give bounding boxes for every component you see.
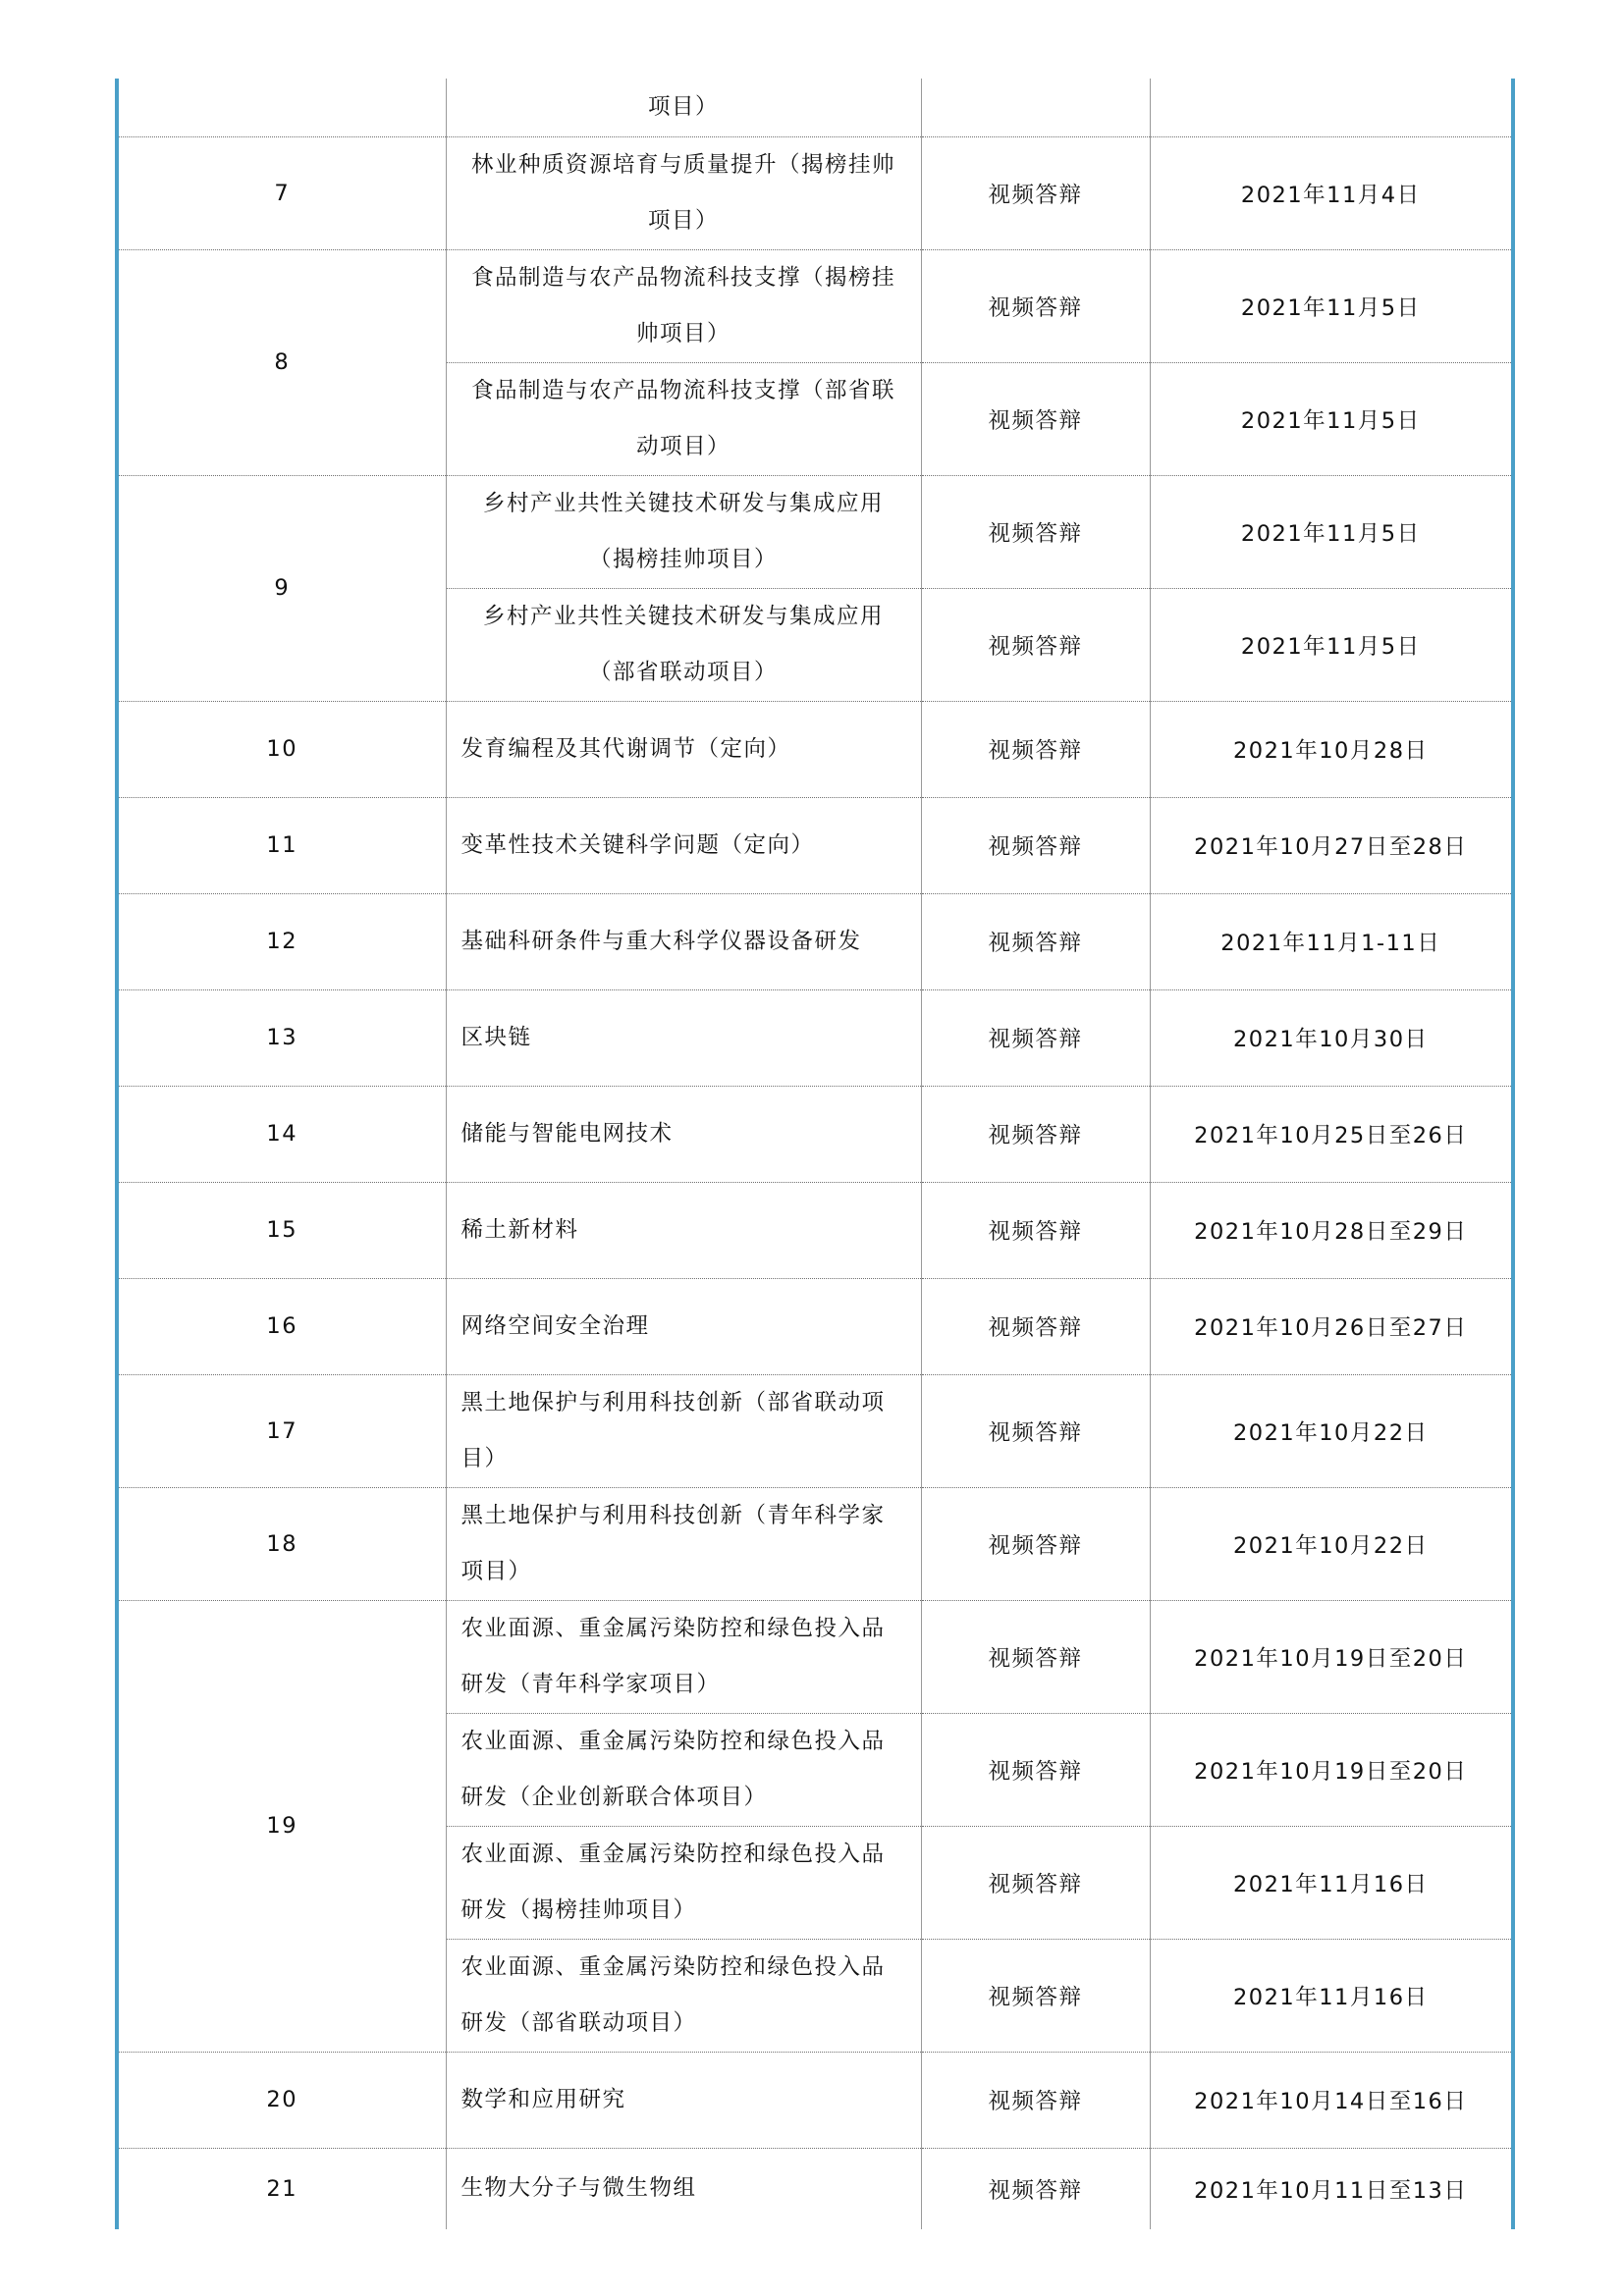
review-format-cell: 视频答辩 <box>921 1713 1150 1826</box>
table-row <box>117 249 1513 362</box>
topic-cell: 生物大分子与微生物组 <box>446 2148 921 2229</box>
table-row <box>117 79 1513 136</box>
topic-cell: 发育编程及其代谢调节（定向） <box>446 701 921 797</box>
review-format-cell: 视频答辩 <box>921 475 1150 588</box>
review-format-cell: 视频答辩 <box>921 136 1150 249</box>
review-format-cell: 视频答辩 <box>921 989 1150 1086</box>
topic-cell: 农业面源、重金属污染防控和绿色投入品 研发（揭榜挂帅项目） <box>446 1826 921 1939</box>
date-cell <box>1150 79 1513 136</box>
review-format-cell: 视频答辩 <box>921 1086 1150 1182</box>
date-cell: 2021年11月5日 <box>1150 362 1513 475</box>
date-cell: 2021年10月11日至13日 <box>1150 2148 1513 2229</box>
table-row <box>117 701 1513 797</box>
table-row <box>117 893 1513 989</box>
date-cell: 2021年10月14日至16日 <box>1150 2052 1513 2148</box>
topic-cell: 黑土地保护与利用科技创新（青年科学家项目） <box>446 1487 921 1600</box>
table-row <box>117 136 1513 249</box>
topic-cell: 稀土新材料 <box>446 1182 921 1278</box>
review-format-cell: 视频答辩 <box>921 362 1150 475</box>
review-format-cell: 视频答辩 <box>921 1487 1150 1600</box>
review-format-cell: 视频答辩 <box>921 893 1150 989</box>
date-cell: 2021年10月28日至29日 <box>1150 1182 1513 1278</box>
topic-cell: 区块链 <box>446 989 921 1086</box>
row-number-cell: 15 <box>117 1182 446 1278</box>
row-number-cell: 16 <box>117 1278 446 1374</box>
row-number-cell: 11 <box>117 797 446 893</box>
topic-cell: 储能与智能电网技术 <box>446 1086 921 1182</box>
date-cell: 2021年10月22日 <box>1150 1487 1513 1600</box>
table-row <box>117 1374 1513 1487</box>
review-format-cell: 视频答辩 <box>921 2052 1150 2148</box>
date-cell: 2021年11月16日 <box>1150 1826 1513 1939</box>
table-row <box>117 475 1513 588</box>
table-row <box>117 797 1513 893</box>
topic-cell: 食品制造与农产品物流科技支撑（揭榜挂帅项目） <box>446 249 921 362</box>
date-cell: 2021年11月5日 <box>1150 588 1513 701</box>
table-row <box>117 989 1513 1086</box>
review-format-cell: 视频答辩 <box>921 1278 1150 1374</box>
date-cell: 2021年10月19日至20日 <box>1150 1600 1513 1713</box>
row-number-cell <box>117 79 446 136</box>
review-format-cell: 视频答辩 <box>921 2148 1150 2229</box>
row-number-cell: 7 <box>117 136 446 249</box>
row-number-cell: 12 <box>117 893 446 989</box>
date-cell: 2021年10月26日至27日 <box>1150 1278 1513 1374</box>
topic-cell: 数学和应用研究 <box>446 2052 921 2148</box>
topic-cell: 林业种质资源培育与质量提升（揭榜挂帅项目） <box>446 136 921 249</box>
topic-cell: 食品制造与农产品物流科技支撑（部省联动项目） <box>446 362 921 475</box>
date-cell: 2021年11月5日 <box>1150 475 1513 588</box>
table-row <box>117 2052 1513 2148</box>
table-row <box>117 1278 1513 1374</box>
schedule-table <box>115 79 1515 2229</box>
row-number-cell: 9 <box>117 475 446 701</box>
table-row <box>117 1086 1513 1182</box>
date-cell: 2021年10月22日 <box>1150 1374 1513 1487</box>
review-format-cell: 视频答辩 <box>921 588 1150 701</box>
review-format-cell: 视频答辩 <box>921 1826 1150 1939</box>
date-cell: 2021年11月5日 <box>1150 249 1513 362</box>
table-row <box>117 1182 1513 1278</box>
schedule-table-body <box>117 79 1513 2229</box>
topic-cell: 乡村产业共性关键技术研发与集成应用（部省联动项目） <box>446 588 921 701</box>
review-format-cell: 视频答辩 <box>921 249 1150 362</box>
topic-cell: 变革性技术关键科学问题（定向） <box>446 797 921 893</box>
topic-cell: 网络空间安全治理 <box>446 1278 921 1374</box>
review-format-cell: 视频答辩 <box>921 701 1150 797</box>
table-row <box>117 2148 1513 2229</box>
topic-cell: 乡村产业共性关键技术研发与集成应用（揭榜挂帅项目） <box>446 475 921 588</box>
topic-cell: 农业面源、重金属污染防控和绿色投入品研发（青年科学家项目） <box>446 1600 921 1713</box>
date-cell: 2021年10月27日至28日 <box>1150 797 1513 893</box>
date-cell: 2021年11月4日 <box>1150 136 1513 249</box>
topic-cell: 农业面源、重金属污染防控和绿色投入品 研发（部省联动项目） <box>446 1939 921 2052</box>
review-format-cell: 视频答辩 <box>921 1939 1150 2052</box>
row-number-cell: 10 <box>117 701 446 797</box>
row-number-cell: 19 <box>117 1600 446 2052</box>
topic-cell: 农业面源、重金属污染防控和绿色投入品 研发（企业创新联合体项目） <box>446 1713 921 1826</box>
date-cell: 2021年10月25日至26日 <box>1150 1086 1513 1182</box>
date-cell: 2021年11月1-11日 <box>1150 893 1513 989</box>
topic-cell: 项目） <box>446 79 921 136</box>
table-row <box>117 1487 1513 1600</box>
row-number-cell: 18 <box>117 1487 446 1600</box>
review-format-cell <box>921 79 1150 136</box>
table-row <box>117 1600 1513 1713</box>
row-number-cell: 8 <box>117 249 446 475</box>
review-format-cell: 视频答辩 <box>921 1182 1150 1278</box>
date-cell: 2021年10月28日 <box>1150 701 1513 797</box>
review-format-cell: 视频答辩 <box>921 797 1150 893</box>
row-number-cell: 13 <box>117 989 446 1086</box>
row-number-cell: 14 <box>117 1086 446 1182</box>
review-format-cell: 视频答辩 <box>921 1600 1150 1713</box>
date-cell: 2021年10月30日 <box>1150 989 1513 1086</box>
topic-cell: 黑土地保护与利用科技创新（部省联动项目） <box>446 1374 921 1487</box>
row-number-cell: 21 <box>117 2148 446 2229</box>
date-cell: 2021年10月19日至20日 <box>1150 1713 1513 1826</box>
topic-cell: 基础科研条件与重大科学仪器设备研发 <box>446 893 921 989</box>
review-format-cell: 视频答辩 <box>921 1374 1150 1487</box>
row-number-cell: 17 <box>117 1374 446 1487</box>
row-number-cell: 20 <box>117 2052 446 2148</box>
date-cell: 2021年11月16日 <box>1150 1939 1513 2052</box>
